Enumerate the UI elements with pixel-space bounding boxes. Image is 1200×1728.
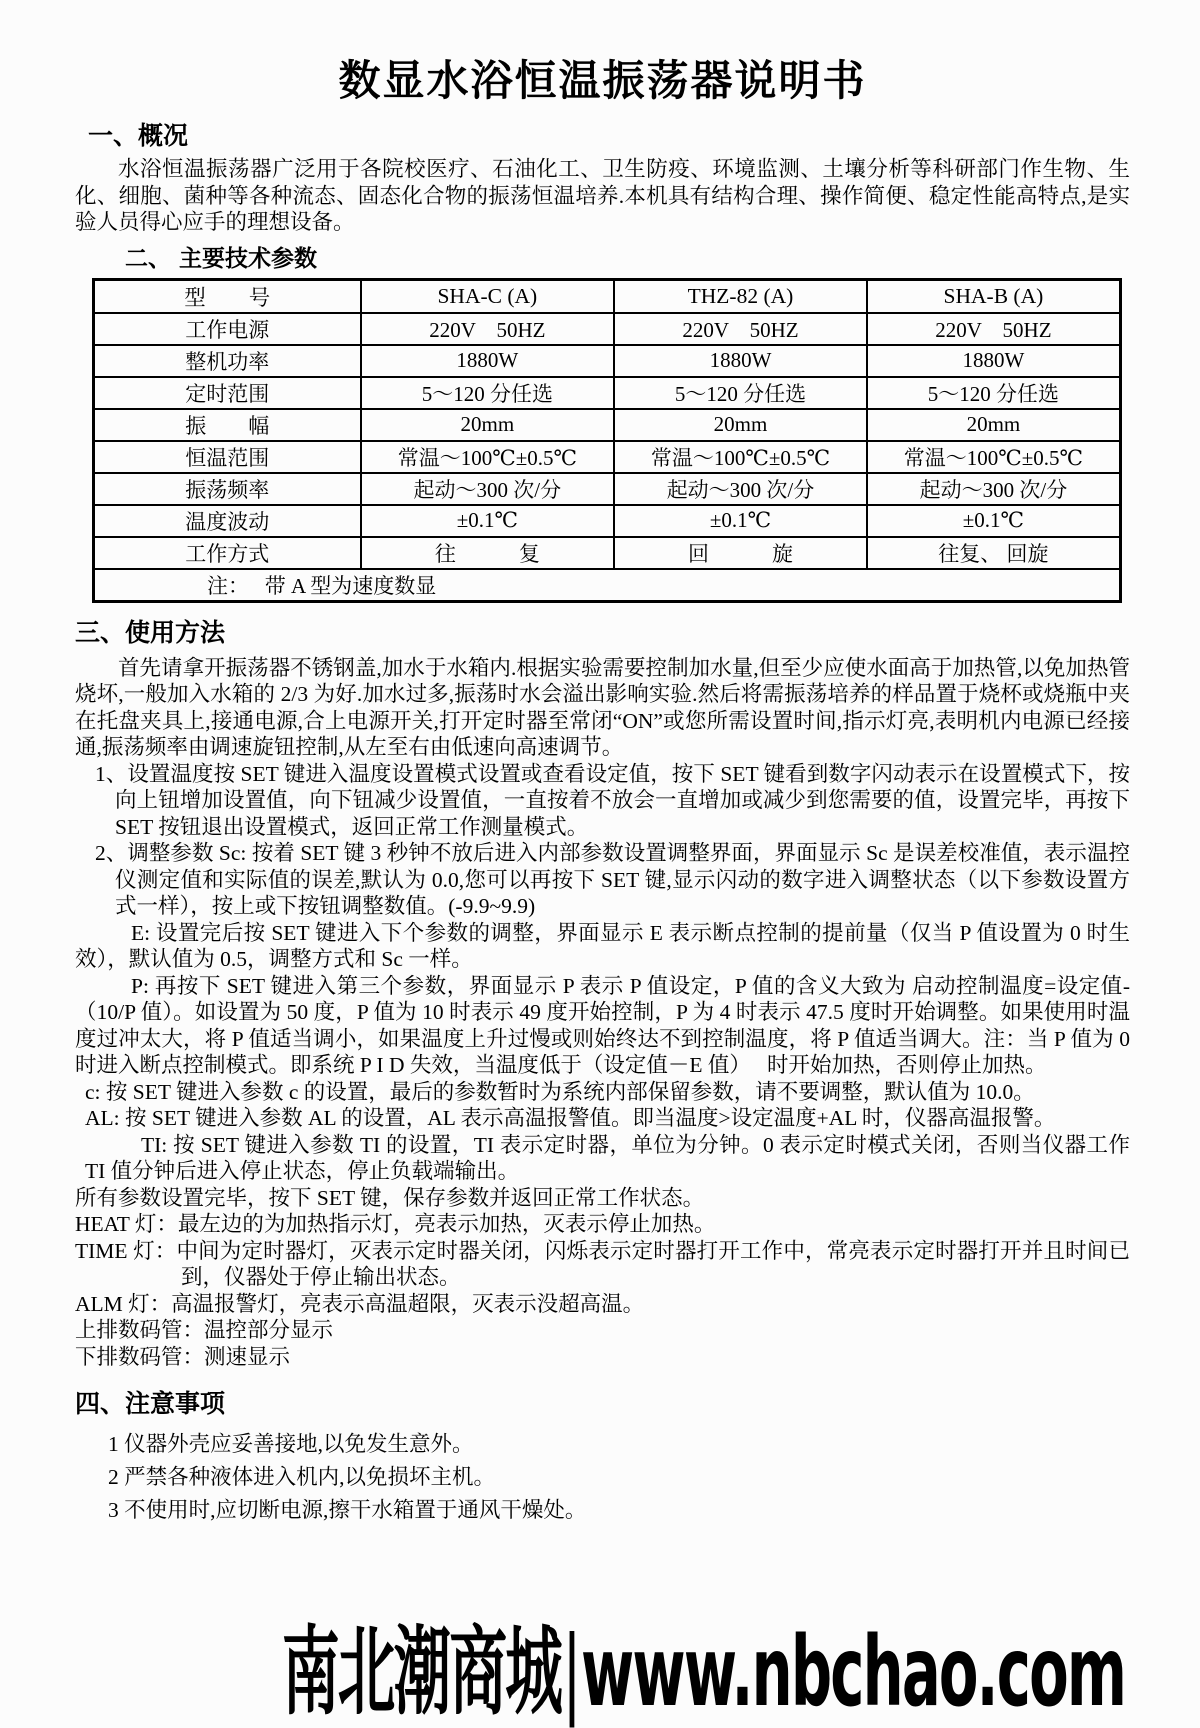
- spec-row-label: 温度波动: [94, 505, 361, 537]
- page-title: 数显水浴恒温振荡器说明书: [338, 59, 867, 105]
- spec-note-row: [94, 569, 1121, 602]
- spec-cell: 往 复: [361, 537, 615, 569]
- section-heading-usage: 三、使用方法: [75, 617, 226, 647]
- spec-cell: 起动～300 次/分: [361, 473, 615, 505]
- spec-cell: 1880W: [867, 345, 1121, 377]
- spec-row: [94, 473, 1121, 505]
- spec-row-label: 振荡频率: [94, 473, 361, 505]
- spec-cell: 220V 50HZ: [867, 313, 1121, 345]
- spec-cell: 20mm: [867, 409, 1121, 441]
- precaution-item: 2 严禁各种液体进入机内,以免损坏主机。: [108, 1465, 496, 1489]
- usage-paragraph: TI: 按 SET 键进入参数 TI 的设置，TI 表示定时器，单位为分钟。0 表示定时模式关闭，否则当仪器工作 TI 值分钟后进入停止状态，停止负载端输出。: [85, 1132, 1130, 1183]
- spec-col-header: SHA-B (A): [867, 279, 1121, 313]
- usage-paragraphs: [75, 655, 1130, 1371]
- usage-paragraph: E: 设置完后按 SET 键进入下个参数的调整，界面显示 E 表示断点控制的提前量（仅当 P 值设置为 0 时生效），默认值为 0.5，调整方式和 Sc 一样。: [75, 920, 1130, 971]
- spec-cell: ±0.1℃: [867, 505, 1121, 537]
- spec-cell: 20mm: [361, 409, 615, 441]
- specs-table-body: [94, 313, 1121, 602]
- spec-row: [94, 313, 1121, 345]
- overview-paragraph: 水浴恒温振荡器广泛用于各院校医疗、石油化工、卫生防疫、环境监测、土壤分析等科研部门作生物、生化、细胞、菌种等各种流态、固态化合物的振荡恒温培养.本机具有结构合理、操作简便、稳定性能高特点,是实验人员得心应手的理想设备。: [75, 157, 1130, 234]
- spec-cell: 常温～100℃±0.5℃: [361, 441, 615, 473]
- section-heading-precautions: 四、注意事项: [75, 1389, 226, 1418]
- specs-table: [92, 278, 1122, 603]
- usage-paragraph: 首先请拿开振荡器不锈钢盖,加水于水箱内.根据实验需要控制加水量,但至少应使水面高于加热管,以免加热管烧坏,一般加入水箱的 2/3 为好.加水过多,振荡时水会溢出影响实验.然后将需振荡培养的样品置于烧杯或烧瓶中夹在托盘夹具上,接通电源,合上电源开关,打开定时器至常闭“ON”或您所需设置时间,指示灯亮,表明机内电源已经接通,振荡频率由调速旋钮控制,从左至右由低速向高速调节。: [75, 655, 1130, 759]
- watermark-separator: |: [562, 1616, 580, 1728]
- usage-paragraph: c: 按 SET 键进入参数 c 的设置，最后的参数暂时为系统内部保留参数，请不要调整，默认值为 10.0。: [85, 1079, 1035, 1104]
- spec-row-label: 振 幅: [94, 409, 361, 441]
- spec-row: [94, 377, 1121, 409]
- spec-row-label: 恒温范围: [94, 441, 361, 473]
- watermark-url: www.nbchao.com: [581, 1616, 1126, 1728]
- spec-cell: 5～120 分任选: [614, 377, 867, 409]
- spec-col-header: THZ-82 (A): [614, 279, 867, 313]
- usage-paragraph: 所有参数设置完毕，按下 SET 键，保存参数并返回正常工作状态。: [75, 1185, 705, 1210]
- precaution-item: 3 不使用时,应切断电源,擦干水箱置于通风干燥处。: [108, 1498, 587, 1522]
- spec-cell: 常温～100℃±0.5℃: [614, 441, 867, 473]
- precaution-item: 1 仪器外壳应妥善接地,以免发生意外。: [108, 1432, 474, 1456]
- usage-paragraph: P: 再按下 SET 键进入第三个参数，界面显示 P 表示 P 值设定，P 值的含义大致为 启动控制温度=设定值-（10/P 值）。如设置为 50 度，P 值为 10 时表示 49 度开始控制，P 为 4 时表示 47.5 度时开始调整。如果使用时温度过冲太大，将 P 值适当调小，如果温度上升过慢或则始终达不到控制温度，将 P 值适当调大。注：当 P 值为 0 时进入断点控制模式。即系统 P I D 失效，当温度低于（设定值－E 值） 时开始加热，否则停止加热。: [75, 973, 1130, 1077]
- spec-cell: 起动～300 次/分: [867, 473, 1121, 505]
- spec-col-header: 型 号: [94, 279, 361, 313]
- spec-cell: 220V 50HZ: [614, 313, 867, 345]
- usage-paragraph: TIME 灯：中间为定时器灯，灭表示定时器关闭，闪烁表示定时器打开工作中，常亮表示定时器打开并且时间已到，仪器处于停止输出状态。: [75, 1238, 1130, 1289]
- spec-col-header: SHA-C (A): [361, 279, 615, 313]
- usage-paragraph: ALM 灯：高温报警灯，亮表示高温超限，灭表示没超高温。: [75, 1291, 645, 1316]
- usage-paragraph: 1、设置温度按 SET 键进入温度设置模式设置或查看设定值，按下 SET 键看到数字闪动表示在设置模式下，按向上钮增加设置值，向下钮减少设置值，一直按着不放会一直增加或减少到您需要的值，设置完毕，再按下 SET 按钮退出设置模式，返回正常工作测量模式。: [95, 761, 1130, 839]
- precautions-list: [75, 1428, 1130, 1527]
- spec-row-label: 工作方式: [94, 537, 361, 569]
- spec-cell: 5～120 分任选: [867, 377, 1121, 409]
- watermark-brand: 南北潮商城: [282, 1616, 561, 1728]
- spec-cell: 20mm: [614, 409, 867, 441]
- section-heading-specs: 二、 主要技术参数: [125, 245, 318, 272]
- spec-row: [94, 505, 1121, 537]
- spec-cell: 5～120 分任选: [361, 377, 615, 409]
- spec-cell: 220V 50HZ: [361, 313, 615, 345]
- spec-row-label: 整机功率: [94, 345, 361, 377]
- document-page: [0, 48, 1200, 1527]
- usage-paragraph: AL: 按 SET 键进入参数 AL 的设置，AL 表示高温报警值。即当温度>设定温度+AL 时，仪器高温报警。: [85, 1106, 1056, 1130]
- spec-cell: ±0.1℃: [361, 505, 615, 537]
- spec-row: [94, 409, 1121, 441]
- usage-paragraph: 2、调整参数 Sc: 按着 SET 键 3 秒钟不放后进入内部参数设置调整界面，界面显示 Sc 是误差校准值，表示温控仪测定值和实际值的误差,默认为 0.0,您可以再按下 SET 键,显示闪动的数字进入调整状态（以下参数设置方式一样），按上或下按钮调整数值。(-9.9~9.9): [95, 841, 1130, 918]
- spec-cell: ±0.1℃: [614, 505, 867, 537]
- section-heading-overview: 一、概况: [88, 121, 189, 150]
- spec-cell: 起动～300 次/分: [614, 473, 867, 505]
- spec-note: 注： 带 A 型为速度数显: [94, 569, 1121, 602]
- usage-paragraph: 下排数码管：测速显示: [75, 1344, 291, 1369]
- specs-header-row: [94, 279, 1121, 313]
- spec-row: [94, 441, 1121, 473]
- spec-row: [94, 345, 1121, 377]
- spec-row-label: 工作电源: [94, 313, 361, 345]
- usage-paragraph: HEAT 灯：最左边的为加热指示灯，亮表示加热，灭表示停止加热。: [75, 1212, 716, 1236]
- spec-cell: 1880W: [361, 345, 615, 377]
- watermark-footer: [282, 1616, 1126, 1728]
- spec-row-label: 定时范围: [94, 377, 361, 409]
- spec-cell: 往复、 回旋: [867, 537, 1121, 569]
- spec-cell: 常温～100℃±0.5℃: [867, 441, 1121, 473]
- spec-cell: 1880W: [614, 345, 867, 377]
- spec-row: [94, 537, 1121, 569]
- usage-paragraph: 上排数码管：温控部分显示: [75, 1318, 334, 1342]
- spec-cell: 回 旋: [614, 537, 867, 569]
